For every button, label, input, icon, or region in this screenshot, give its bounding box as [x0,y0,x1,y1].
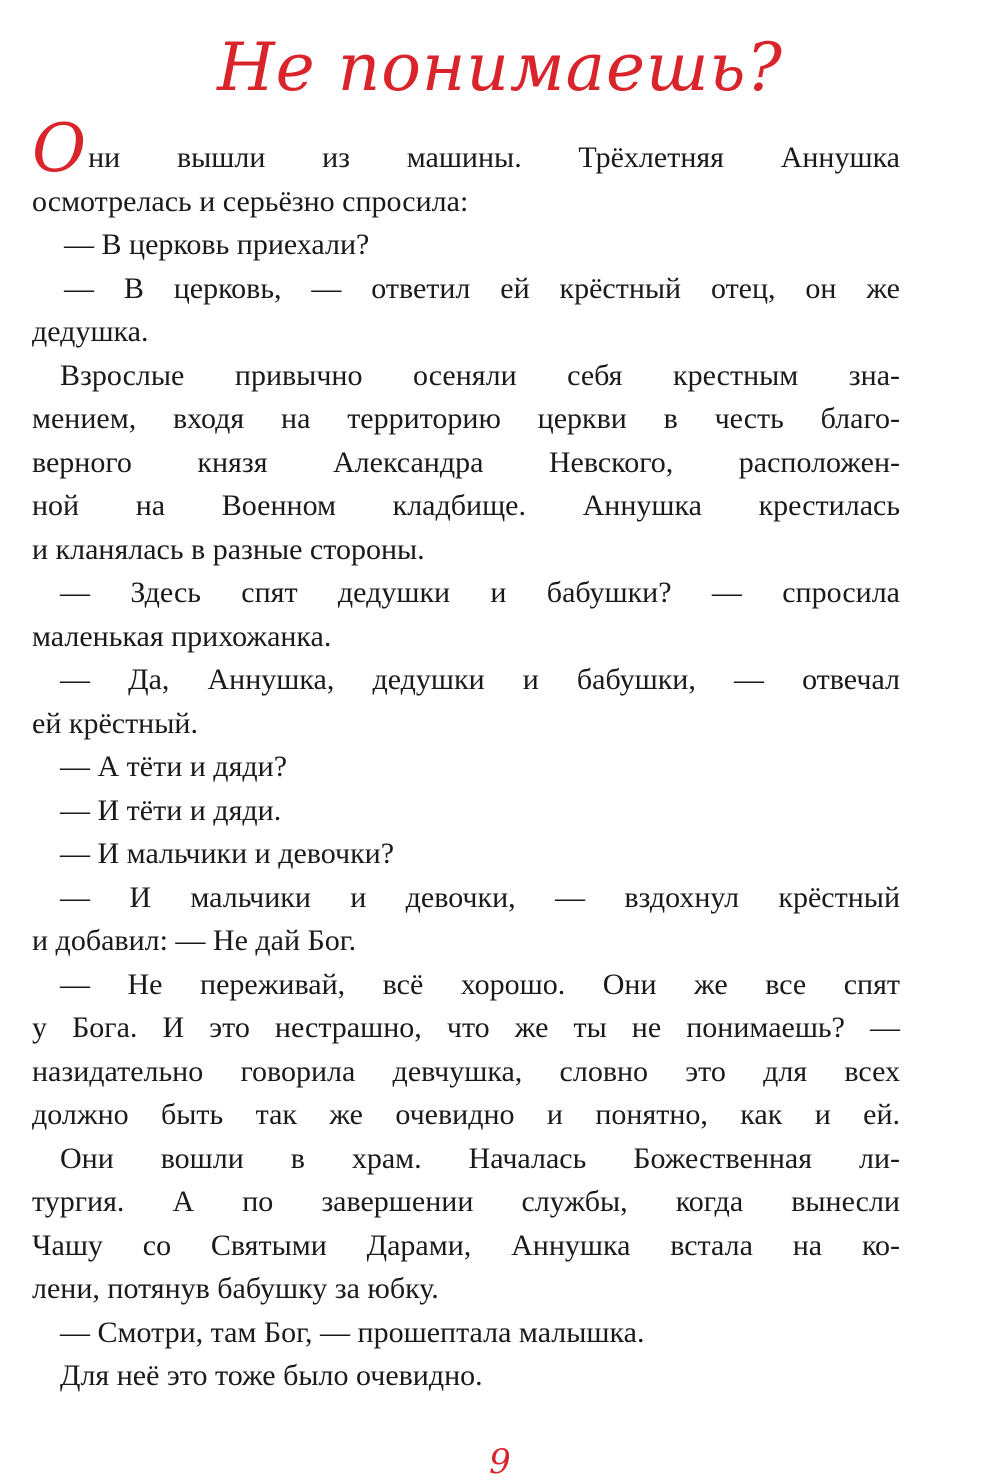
paragraph-line: — Да, Аннушка, дедушки и бабушки, — отвечал [60,663,900,696]
paragraph-line: Они вошли в храм. Началась Божественная ли- [60,1141,900,1175]
paragraph-line: и добавил: — Не дай Бог. [32,924,357,957]
paragraph-line: — А тёти и дяди? [60,750,288,783]
paragraph-line: Для неё это тоже было очевидно. [60,1359,483,1392]
paragraph-line: осмотрелась и серьёзно спросила: [32,184,469,218]
chapter-title: Не понимаешь? [217,29,783,106]
paragraph-line: — Смотри, там Бог, — прошептала малышка. [60,1315,645,1349]
page-number: 9 [489,1442,511,1482]
paragraph-line: лени, потянув бабушку за юбку. [32,1272,439,1305]
paragraph-line: мением, входя на территорию церкви в честь благо- [32,402,900,435]
paragraph-line: — В церковь, — ответил ей крёстный отец, он же [64,271,900,305]
paragraph-line: Взрослые привычно осеняли себя крестным зна- [60,358,900,392]
paragraph-line: тургия. А по завершении службы, когда вынесли [32,1185,900,1218]
paragraph-line: — И мальчики и девочки? [60,837,395,870]
paragraph-line: ей крёстный. [32,706,198,740]
paragraph-line: маленькая прихожанка. [32,619,332,653]
paragraph-line: и кланялась в разные стороны. [32,532,425,566]
story-text [32,110,900,1398]
paragraph-line: верного князя Александра Невского, расположен- [32,445,900,479]
line-text: ни вышли из машины. Трёхлетняя Аннушка [88,141,900,174]
paragraph-line: ной на Военном кладбище. Аннушка крестилась [32,489,900,522]
paragraph-line: у Бога. И это нестрашно, что же ты не понимаешь? — [32,1011,900,1044]
paragraph-line: — В церковь приехали? [64,228,370,261]
paragraph-line: дедушка. [32,315,149,348]
paragraph-line [32,110,900,187]
paragraph-line: — Не переживай, всё хорошо. Они же все спят [60,967,900,1001]
paragraph-line: — Здесь спят дедушки и бабушки? — спросила [60,576,900,609]
drop-cap: О [32,110,87,187]
paragraph-line: — И мальчики и девочки, — вздохнул крёстный [60,880,900,914]
paragraph-line: назидательно говорила девчушка, словно это для всех [32,1054,900,1088]
paragraph-line: должно быть так же очевидно и понятно, как и ей. [32,1098,900,1131]
paragraph-line: — И тёти и дяди. [60,793,282,827]
paragraph-line: Чашу со Святыми Дарами, Аннушка встала на ко- [32,1228,900,1262]
